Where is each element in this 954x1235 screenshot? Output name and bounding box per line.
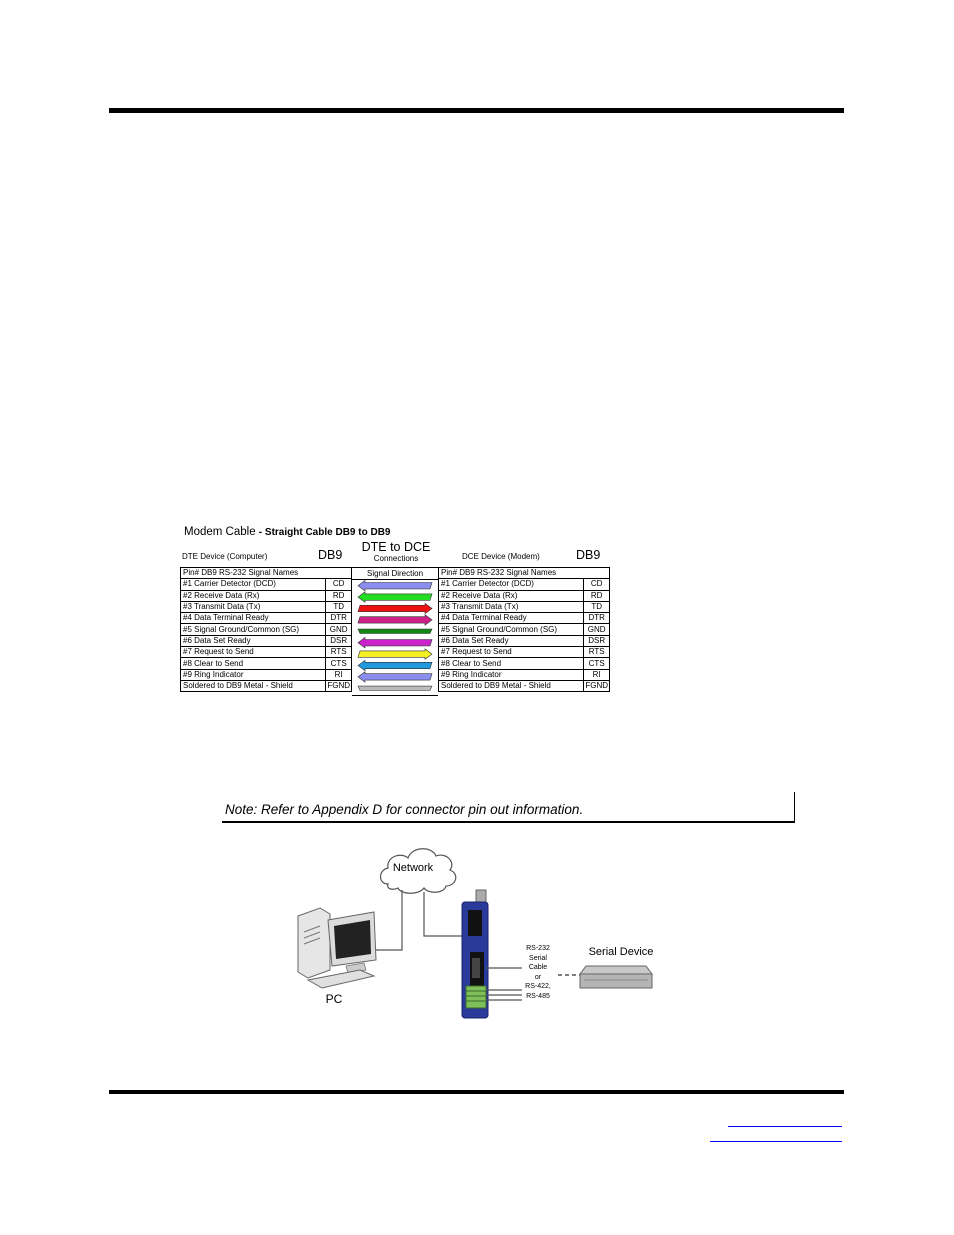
signal-code-cell: RTS (326, 647, 352, 658)
cable-label-line: RS-422, (525, 983, 551, 991)
serial-server-device-icon (462, 890, 488, 1018)
network-diagram-graphics (290, 840, 660, 1020)
signal-direction-header: Signal Direction (352, 568, 438, 580)
table-row (439, 669, 610, 680)
table-row (439, 624, 610, 635)
cable-label-line: Cable (528, 964, 548, 972)
signal-name-cell: #5 Signal Ground/Common (SG) (439, 624, 584, 635)
cable-label-line: Serial (529, 954, 547, 962)
serial-device-label: Serial Device (588, 946, 654, 958)
signal-name-cell: #2 Receive Data (Rx) (439, 590, 584, 601)
table-header-row (181, 568, 352, 579)
table-row (181, 624, 352, 635)
footer-link-underline[interactable] (728, 1126, 842, 1127)
dte-device-label: DTE Device (Computer) (182, 552, 268, 561)
dce-device-label: DCE Device (Modem) (462, 552, 540, 561)
table-row (181, 601, 352, 612)
serial-device-icon (580, 966, 652, 988)
signal-arrow (358, 649, 432, 659)
signal-arrow (358, 629, 432, 633)
cable-label-line: RS-232 (526, 945, 550, 952)
network-label: Network (392, 862, 434, 874)
table-row (439, 579, 610, 590)
signal-arrow (358, 686, 432, 690)
signal-code-cell: CTS (584, 658, 610, 669)
connections-subtitle: Connections (373, 554, 419, 563)
signal-name-cell: #5 Signal Ground/Common (SG) (181, 624, 326, 635)
table-row (439, 635, 610, 646)
table-row (181, 579, 352, 590)
table-row (181, 613, 352, 624)
dce-table-header: Pin# DB9 RS-232 Signal Names (439, 568, 610, 579)
signal-name-cell: #3 Transmit Data (Tx) (439, 601, 584, 612)
pc-label: PC (325, 992, 343, 1006)
footer-link-underline[interactable] (710, 1141, 842, 1142)
dce-connector-label: DB9 (576, 548, 601, 562)
table-header-row (439, 568, 610, 579)
signal-name-cell: #9 Ring Indicator (439, 669, 584, 680)
dte-pin-table (180, 567, 352, 692)
signal-name-cell: #1 Carrier Detector (DCD) (181, 579, 326, 590)
signal-direction-column (352, 567, 438, 696)
signal-arrow (358, 581, 432, 591)
device-network-line (424, 892, 468, 936)
signal-arrows (352, 568, 438, 695)
signal-code-cell: TD (326, 601, 352, 612)
signal-name-cell: #6 Data Set Ready (181, 635, 326, 646)
signal-name-cell: #4 Data Terminal Ready (439, 613, 584, 624)
footer-rule (109, 1090, 844, 1094)
signal-code-cell: GND (326, 624, 352, 635)
signal-arrow (358, 660, 432, 670)
signal-name-cell: #8 Clear to Send (181, 658, 326, 669)
signal-code-cell: RD (326, 590, 352, 601)
connections-title (360, 541, 432, 563)
table-row (181, 680, 352, 691)
table-row (181, 590, 352, 601)
signal-code-cell: RD (584, 590, 610, 601)
signal-arrow (358, 603, 432, 613)
signal-name-cell: #2 Receive Data (Rx) (181, 590, 326, 601)
signal-code-cell: DTR (326, 613, 352, 624)
signal-code-cell: CD (326, 579, 352, 590)
signal-code-cell: DSR (584, 635, 610, 646)
signal-code-cell: DTR (584, 613, 610, 624)
signal-name-cell: Soldered to DB9 Metal - Shield (181, 680, 326, 691)
cable-label-line: or (534, 973, 542, 981)
table-row (439, 601, 610, 612)
signal-name-cell: #3 Transmit Data (Tx) (181, 601, 326, 612)
signal-name-cell: #4 Data Terminal Ready (181, 613, 326, 624)
signal-code-cell: FGND (585, 681, 608, 691)
signal-name-cell: Soldered to DB9 Metal - Shield (439, 680, 584, 691)
table-row (181, 647, 352, 658)
table-row (181, 658, 352, 669)
dce-pin-table (438, 567, 610, 692)
note-text: Note: Refer to Appendix D for connector pin out information. (225, 802, 584, 817)
figure-title-subtitle: - Straight Cable DB9 to DB9 (258, 527, 391, 538)
pc-computer-icon (298, 908, 376, 988)
signal-arrow (358, 638, 432, 648)
figure-title (184, 526, 390, 538)
signal-code-cell: RI (584, 669, 610, 680)
pc-network-line (372, 890, 402, 950)
table-row (181, 635, 352, 646)
signal-name-cell: #6 Data Set Ready (439, 635, 584, 646)
signal-code-cell: DSR (326, 635, 352, 646)
signal-code-cell: TD (584, 601, 610, 612)
table-row (439, 658, 610, 669)
signal-code-cell: GND (584, 624, 610, 635)
signal-name-cell: #7 Request to Send (181, 647, 326, 658)
signal-code-cell: RI (326, 669, 352, 680)
table-row (181, 669, 352, 680)
signal-code-cell: FGND (327, 681, 350, 691)
signal-code-cell: CTS (326, 658, 352, 669)
connections-title-main: DTE to DCE (361, 540, 431, 554)
signal-arrow (358, 592, 432, 602)
signal-name-cell: #7 Request to Send (439, 647, 584, 658)
signal-code-cell: CD (584, 579, 610, 590)
header-rule (109, 108, 844, 113)
cable-label (518, 944, 558, 1002)
table-row (439, 590, 610, 601)
modem-cable-figure (180, 524, 612, 700)
figure-title-main: Modem Cable (184, 526, 256, 538)
signal-arrow (358, 615, 432, 625)
signal-name-cell: #8 Clear to Send (439, 658, 584, 669)
cable-label-line: RS-485 (526, 992, 550, 1000)
dte-connector-label: DB9 (318, 548, 343, 562)
table-row (439, 613, 610, 624)
table-row (439, 680, 610, 691)
network-diagram (290, 840, 660, 1020)
table-row (439, 647, 610, 658)
signal-name-cell: #1 Carrier Detector (DCD) (439, 579, 584, 590)
dte-table-header: Pin# DB9 RS-232 Signal Names (181, 568, 352, 579)
signal-code-cell: RTS (584, 647, 610, 658)
signal-arrow (358, 672, 432, 682)
note-box (222, 792, 795, 823)
signal-name-cell: #9 Ring Indicator (181, 669, 326, 680)
